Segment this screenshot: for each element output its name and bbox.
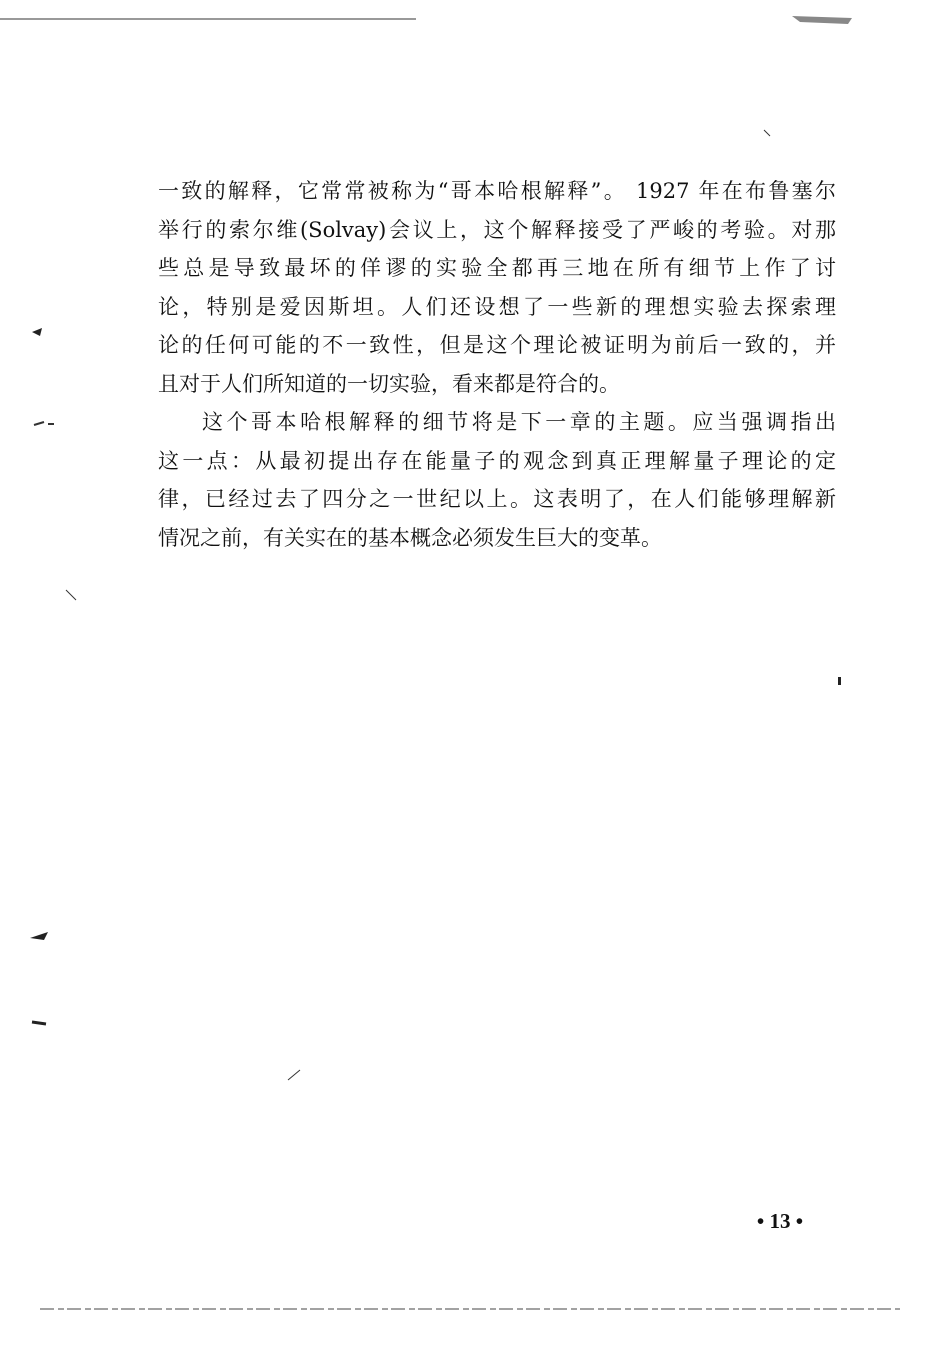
text-line: 情况之前，有关实在的基本概念必须发生巨大的变革。: [158, 525, 662, 550]
left-smudge-3: [30, 932, 48, 940]
stray-mark-3: [764, 130, 770, 136]
text-line: 且对于人们所知道的一切实验，看来都是符合的。: [158, 371, 620, 396]
left-smudge-4: [32, 1022, 46, 1024]
top-right-smudge: [792, 16, 852, 24]
paragraph-2: [158, 403, 836, 557]
body-text: [158, 172, 836, 557]
left-smudge-1: [32, 328, 42, 336]
stray-mark-1: [66, 590, 76, 600]
left-smudge-2: [34, 422, 54, 425]
stray-mark-2: [288, 1070, 300, 1080]
text-line: 律，已经过去了四分之一世纪以上。这表明了，在人们能够理解新: [158, 487, 836, 511]
text-line: 举行的索尔维(Solvay)会议上，这个解释接受了严峻的考验。对那: [158, 217, 836, 242]
page-number: • 13 •: [756, 1209, 804, 1233]
text-line: 论的任何可能的不一致性，但是这个理论被证明为前后一致的，并: [158, 333, 836, 357]
text-line: 些总是导致最坏的佯谬的实验全都再三地在所有细节上作了讨: [158, 256, 836, 280]
paragraph-1: [158, 172, 836, 403]
text-line: 这个哥本哈根解释的细节将是下一章的主题。应当强调指出: [202, 410, 836, 434]
text-line: 这一点：从最初提出存在能量子的观念到真正理解量子理论的定: [158, 448, 836, 473]
stray-mark-4: [838, 677, 841, 685]
text-line: 论，特别是爱因斯坦。人们还设想了一些新的理想实验去探索理: [158, 294, 836, 319]
text-line: 一致的解释，它常常被称为“哥本哈根解释”。 1927 年在布鲁塞尔: [158, 179, 836, 203]
